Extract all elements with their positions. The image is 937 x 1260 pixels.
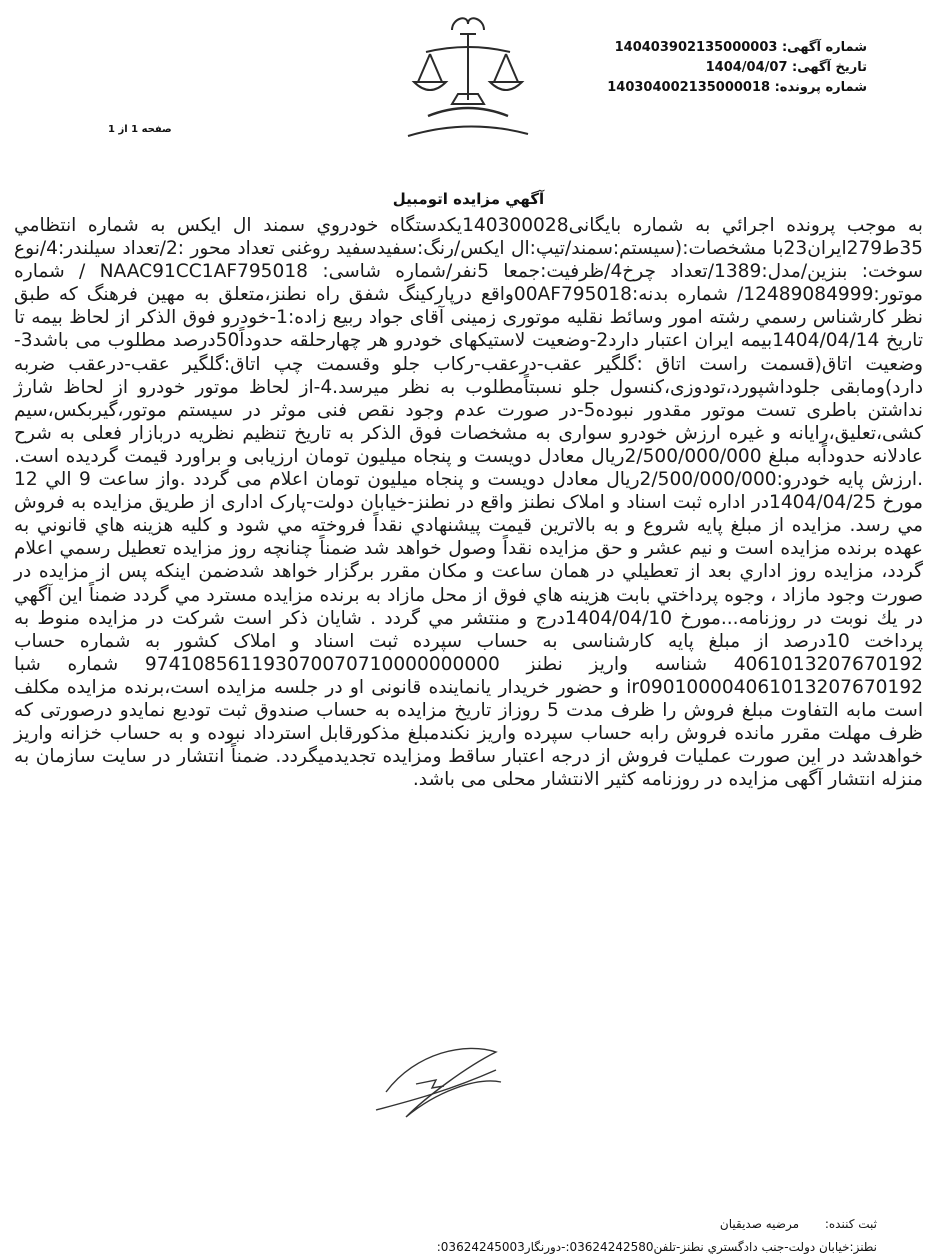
ad-number-label: شماره آگهی:	[781, 40, 867, 55]
page-number: صفحه 1 از 1	[108, 124, 172, 135]
file-number-row	[567, 78, 867, 98]
ad-number-row	[567, 38, 867, 58]
file-number: 140304002135000018	[607, 80, 771, 95]
ad-date-row	[567, 58, 867, 78]
registrar-label: ثبت کننده:	[824, 1217, 877, 1231]
file-number-label: شماره پرونده:	[774, 80, 867, 95]
ad-date: 1404/04/07	[705, 60, 788, 75]
signature-scribble	[346, 1022, 526, 1132]
registrar-line	[14, 1215, 877, 1233]
office-address: نطنز:خیابان دولت-جنب دادگستري نطنز-تلفن03624242580:-دورنگار03624245003:	[436, 1240, 877, 1254]
ad-date-label: تاریخ آگهی:	[792, 60, 867, 75]
signature	[346, 1022, 526, 1132]
ad-number: 140403902135000003	[614, 40, 778, 55]
registrar-name: مرضیه صدیقیان	[719, 1217, 800, 1231]
scales-of-justice-icon	[368, 8, 568, 148]
judiciary-emblem	[368, 8, 568, 148]
notice-body: به موجب پرونده اجرائي به شماره بايگانی140300028يكدستگاه خودروي سمند ال ايكس به شماره انتظامي 35ط279ایران23با مشخصات:(سیستم:سمند/تیپ:ال ایکس/رنگ:سفیدسفید روغنی تعداد محور :2/تعداد سیلندر:4/نوع سوخت: بنزین/مدل:1389/تعداد چرخ4/ظرفیت:جمعا 5نفر/شماره شاسی: NAAC91CC1AF795018 / شماره موتور:12489084999/ شماره بدنه:00AF795018واقع درپارکینگ شفق راه نطنز،متعلق به مهین فرهنگ که طبق نظر کارشناس رسمي رشته امور وسائط نقلیه موتوری زمینی آقای جواد ربیع زاده:1-خودرو فوق الذکر از لحاظ بیمه تا تاریخ 1404/04/14بیمه ایران اعتبار دارد2-وضعیت لاستیکهای خودرو هر چهارحلقه حدوداً50درصد مطلوب می باشد3-وضعیت اتاق(قسمت راست اتاق :گلگیر عقب-درعقب-رکاب جلو وقسمت چپ اتاق:گلگیر عقب-درعقب ضربه دارد)ومابقی جلوداشپورد،تودوزی،کنسول جلو نسبتاًمطلوب به نظر میرسد.4-از لحاظ موتور خودرو از لحاظ شارژ نداشتن باطری تست موتور مقدور نبوده5-در صورت عدم وجود نقص فنی موثر در سیستم موتور،گیربکس،سیم کشی،تعلیق،رایانه و غیره ارزش خودرو سواری به مشخصات فوق الذکر به تاریخ تنظیم نظریه دربازار فعلی به شرح عادلانه حدوداًبه مبلغ 2/500/000/000ریال معادل دویست و پنجاه میلیون تومان ارزیابی و براورد قیمت گردیده است. .ارزش پایه خودرو:2/500/000/000ریال معادل دویست و پنجاه میلیون تومان اعلام می گردد .واز ساعت 9 الي 12 مورخ 1404/04/25در اداره ثبت اسناد و املاک نطنز واقع در نطنز-خیابان دولت-پارک اداری از طريق مزايده به فروش مي رسد. مزايده از مبلغ پايه شروع و به بالاترين قيمت پيشنهادي نقداً فروخته مي شود و کليه هزينه هاي قانوني به عهده برنده مزايده است و نيم عشر و حق مزايده نقداً وصول خواهد شد ضمناً چنانچه روز مزايده تعطيل رسمي اعلام گردد، مزايده روز اداري بعد از تعطيلي در همان ساعت و مکان مقرر برگزار خواهد شدضمن اينکه پس از مزايده در صورت وجود مازاد ، وجوه پرداختي بابت هزينه هاي فوق از محل مازاد به برنده مزايده مسترد مي گردد ضمناً اين آگهي در يك نوبت در روزنامه...مورخ 1404/04/10درج و منتشر مي گردد . شایان ذکر است شرکت در مزایده منوط به پرداخت 10درصد از مبلغ پایه کارشناسی به حساب سپرده ثبت اسناد و املاک کشور به شماره حساب 4061013207670192 شناسه واریز نطنز 974108561193070070710000000000 شماره شبا ir090100004061013207670192 و حضور خریدار یانماینده قانونی او در جلسه مزایده است،برنده مزایده مکلف است مابه التفاوت مبلغ فروش را ظرف مدت 5 روزاز تاریخ مزایده به حساب صندوق ثبت تودیع نمایدو درصورتی که ظرف مهلت مقرر مانده فروش رابه حساب سپرده واریز نکندمبلغ مذکورقابل استرداد نبوده و به حساب خزانه واریز خواهدشد در این صورت عملیات فروش از درجه اعتبار ساقط ومزایده تجدیدمیگردد. ضمناً انتشار در سایت سازمان به منزله انتشار آگهی مزایده در روزنامه کثیر الانتشار محلی می باشد.	[14, 215, 924, 791]
notice-title: آگهي مزايده اتومبيل	[392, 190, 545, 208]
ad-metadata	[567, 38, 867, 98]
